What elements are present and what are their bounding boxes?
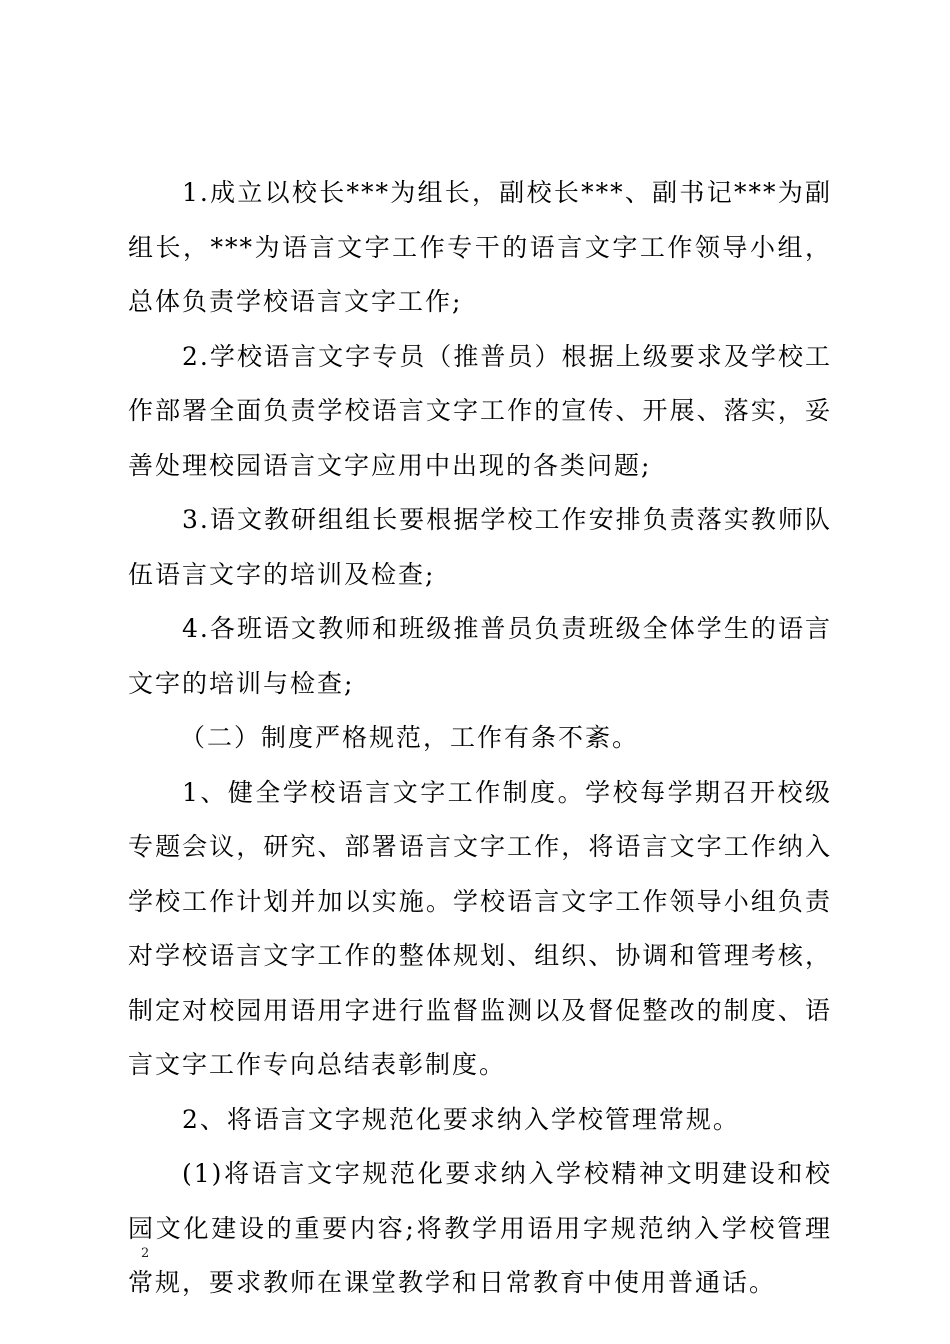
paragraph-management-routine: 2、将语言文字规范化要求纳入学校管理常规。 — [182, 1104, 740, 1134]
paragraph-teaching-research-leader: 3.语文教研组组长要根据学校工作安排负责落实教师队伍语言文字的培训及检查; — [128, 505, 832, 589]
document-body — [128, 166, 832, 1311]
paragraph-class-teachers: 4.各班语文教师和班级推普员负责班级全体学生的语言文字的培训与检查; — [128, 614, 832, 698]
paragraph-leadership-group: 1.成立以校长***为组长，副校长***、副书记***为副组长，***为语言文字工作专干的语言文字工作领导小组，总体负责学校语言文字工作; — [128, 178, 832, 316]
section-heading-system-standards: （二）制度严格规范，工作有条不紊。 — [180, 723, 640, 752]
paragraph-language-commissioner: 2.学校语言文字专员（推普员）根据上级要求及学校工作部署全面负责学校语言文字工作的宣传、开展、落实，妥善处理校园语言文字应用中出现的各类问题; — [128, 341, 832, 480]
paragraph-civilization-construction: (1)将语言文字规范化要求纳入学校精神文明建设和校园文化建设的重要内容;将教学用语用字规范纳入学校管理常规，要求教师在课堂教学和日常教育中使用普通话。 — [128, 1159, 832, 1297]
paragraph-work-system: 1、健全学校语言文字工作制度。学校每学期召开校级专题会议，研究、部署语言文字工作，将语言文字工作纳入学校工作计划并加以实施。学校语言文字工作领导小组负责对学校语言文字工作的整体规划、组织、协调和管理考核，制定对校园用语用字进行监督监测以及督促整改的制度、语言文字工作专向总结表彰制度。 — [128, 777, 832, 1079]
page-number: 2 — [141, 1246, 150, 1261]
